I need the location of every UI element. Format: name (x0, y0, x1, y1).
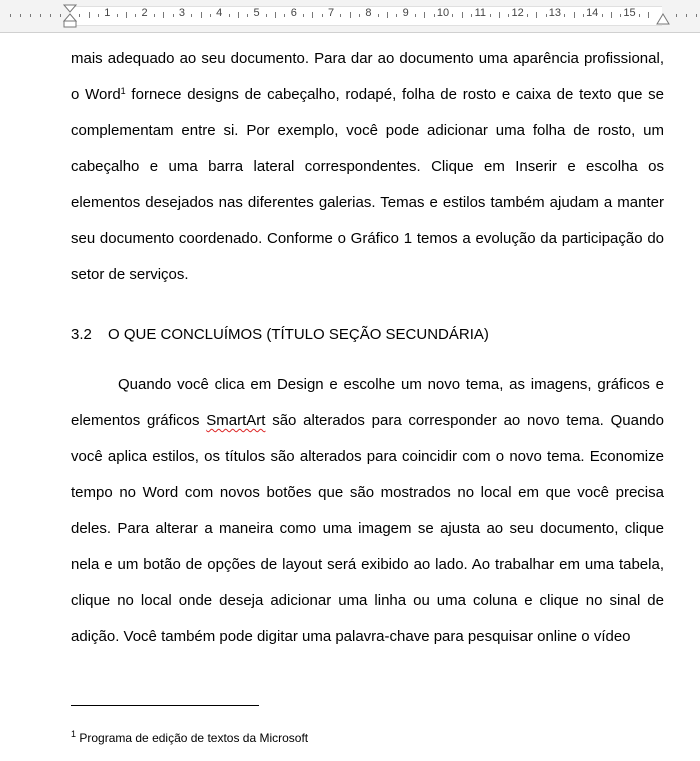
ruler-tick (238, 12, 239, 18)
ruler-number: 9 (402, 7, 409, 19)
ruler-tick (378, 14, 379, 17)
ruler-tick (229, 14, 230, 17)
ruler-tick (40, 14, 41, 17)
body-paragraph-2[interactable] (71, 367, 664, 655)
ruler-tick (620, 14, 621, 17)
right-indent-marker[interactable] (656, 12, 670, 26)
ruler-tick (527, 14, 528, 17)
ruler-tick (611, 12, 612, 18)
footnote-reference[interactable]: 1 (120, 86, 126, 96)
ruler-tick (210, 14, 211, 17)
ruler-tick (98, 14, 99, 17)
ruler-tick (60, 14, 61, 17)
ruler-tick (434, 14, 435, 17)
ruler-number: 7 (328, 7, 335, 19)
ruler-tick (583, 14, 584, 17)
ruler-number: 14 (586, 7, 599, 19)
ruler-tick (639, 14, 640, 17)
ruler-tick (173, 14, 174, 17)
section-heading[interactable] (71, 318, 664, 352)
ruler-tick (574, 12, 575, 18)
ruler-tick (247, 14, 248, 17)
ruler-number: 3 (178, 7, 185, 19)
ruler-number: 1 (104, 7, 111, 19)
ruler-tick (30, 14, 31, 17)
ruler-number: 8 (365, 7, 372, 19)
ruler-number: 5 (253, 7, 260, 19)
ruler-tick (163, 12, 164, 18)
paragraph-text: fornece designs de cabeçalho, rodapé, folha de rosto e caixa de texto que se complementam entre si. Por exemplo, você pode adicionar uma folha de rosto, um cabeçalho e uma barra lateral correspondentes. Clique em Inserir e escolha os elementos desejados nas diferentes galerias. Temas e estilos também ajudam a manter seu documento coordenado. Conforme o Gráfico 1 temos a evolução da participação do setor de serviços. (71, 86, 665, 283)
ruler-number: 6 (290, 7, 297, 19)
ruler-tick (201, 12, 202, 18)
horizontal-ruler[interactable] (0, 0, 700, 33)
ruler-tick (471, 14, 472, 17)
ruler-tick (359, 14, 360, 17)
ruler-number: 12 (511, 7, 524, 19)
body-paragraph-1[interactable] (71, 41, 664, 293)
paragraph-text: mais adequado ao seu documento. Para dar ao documento uma aparência profissional, o Word (71, 50, 664, 103)
footnote-marker: 1 (71, 729, 77, 739)
ruler-tick (499, 12, 500, 18)
ruler-tick (508, 14, 509, 17)
ruler-number: 10 (436, 7, 450, 19)
ruler-tick (602, 14, 603, 17)
ruler-tick (266, 14, 267, 17)
ruler-tick (564, 14, 565, 17)
ruler-tick (387, 12, 388, 18)
ruler-tick (462, 12, 463, 18)
heading-text: O QUE CONCLUÍMOS (TÍTULO SEÇÃO SECUNDÁRIA) (108, 326, 489, 343)
ruler-tick (275, 12, 276, 18)
ruler-tick (126, 12, 127, 18)
ruler-tick (340, 14, 341, 17)
ruler-tick (350, 12, 351, 18)
ruler-tick (696, 14, 697, 17)
ruler-tick (322, 14, 323, 17)
ruler-number: 4 (216, 7, 223, 19)
ruler-tick (490, 14, 491, 17)
spelling-error-word[interactable]: SmartArt (206, 412, 266, 429)
ruler-number: 11 (474, 7, 487, 19)
ruler-tick (648, 12, 649, 18)
ruler-tick (303, 14, 304, 17)
ruler-tick (312, 12, 313, 18)
paragraph-text: Quando você clica em Design e escolhe um novo tema, as imagens, gráficos e elementos gráficos (71, 376, 664, 429)
ruler-tick (676, 14, 677, 17)
ruler-tick (284, 14, 285, 17)
ruler-tick (10, 14, 11, 17)
ruler-tick (452, 14, 453, 17)
ruler-tick (154, 14, 155, 17)
ruler-tick (396, 14, 397, 17)
first-line-indent-marker[interactable] (63, 4, 77, 28)
ruler-tick (135, 14, 136, 17)
ruler-tick (424, 12, 425, 18)
ruler-tick (546, 14, 547, 17)
ruler-number: 15 (623, 7, 636, 19)
ruler-tick (117, 14, 118, 17)
ruler-tick (686, 14, 687, 17)
paragraph-text: são alterados para corresponder ao novo tema. Quando você aplica estilos, os títulos são alterados para coincidir com o novo tema. Economize tempo no Word com novos botões que são mostrados no local em que você precisa deles. Para alterar a maneira como uma imagem se ajusta ao seu documento, clique nela e um botão de opções de layout será exibido ao lado. Ao trabalhar em uma tabela, clique no local onde deseja adicionar uma linha ou uma coluna e clique no sinal de adição. Você também pode digitar uma palavra-chave para pesquisar online o vídeo (71, 412, 664, 645)
ruler-tick (89, 12, 90, 18)
footnote[interactable] (71, 730, 308, 746)
ruler-tick (191, 14, 192, 17)
ruler-tick (79, 14, 80, 17)
footnote-separator (71, 705, 259, 706)
ruler-number: 13 (548, 7, 562, 19)
ruler-number: 2 (141, 7, 148, 19)
ruler-tick (20, 14, 21, 17)
ruler-tick (536, 12, 537, 18)
heading-number: 3.2 (71, 326, 92, 343)
ruler-tick (50, 14, 51, 17)
ruler-tick (415, 14, 416, 17)
footnote-text: Programa de edição de textos da Microsoft (79, 731, 309, 745)
